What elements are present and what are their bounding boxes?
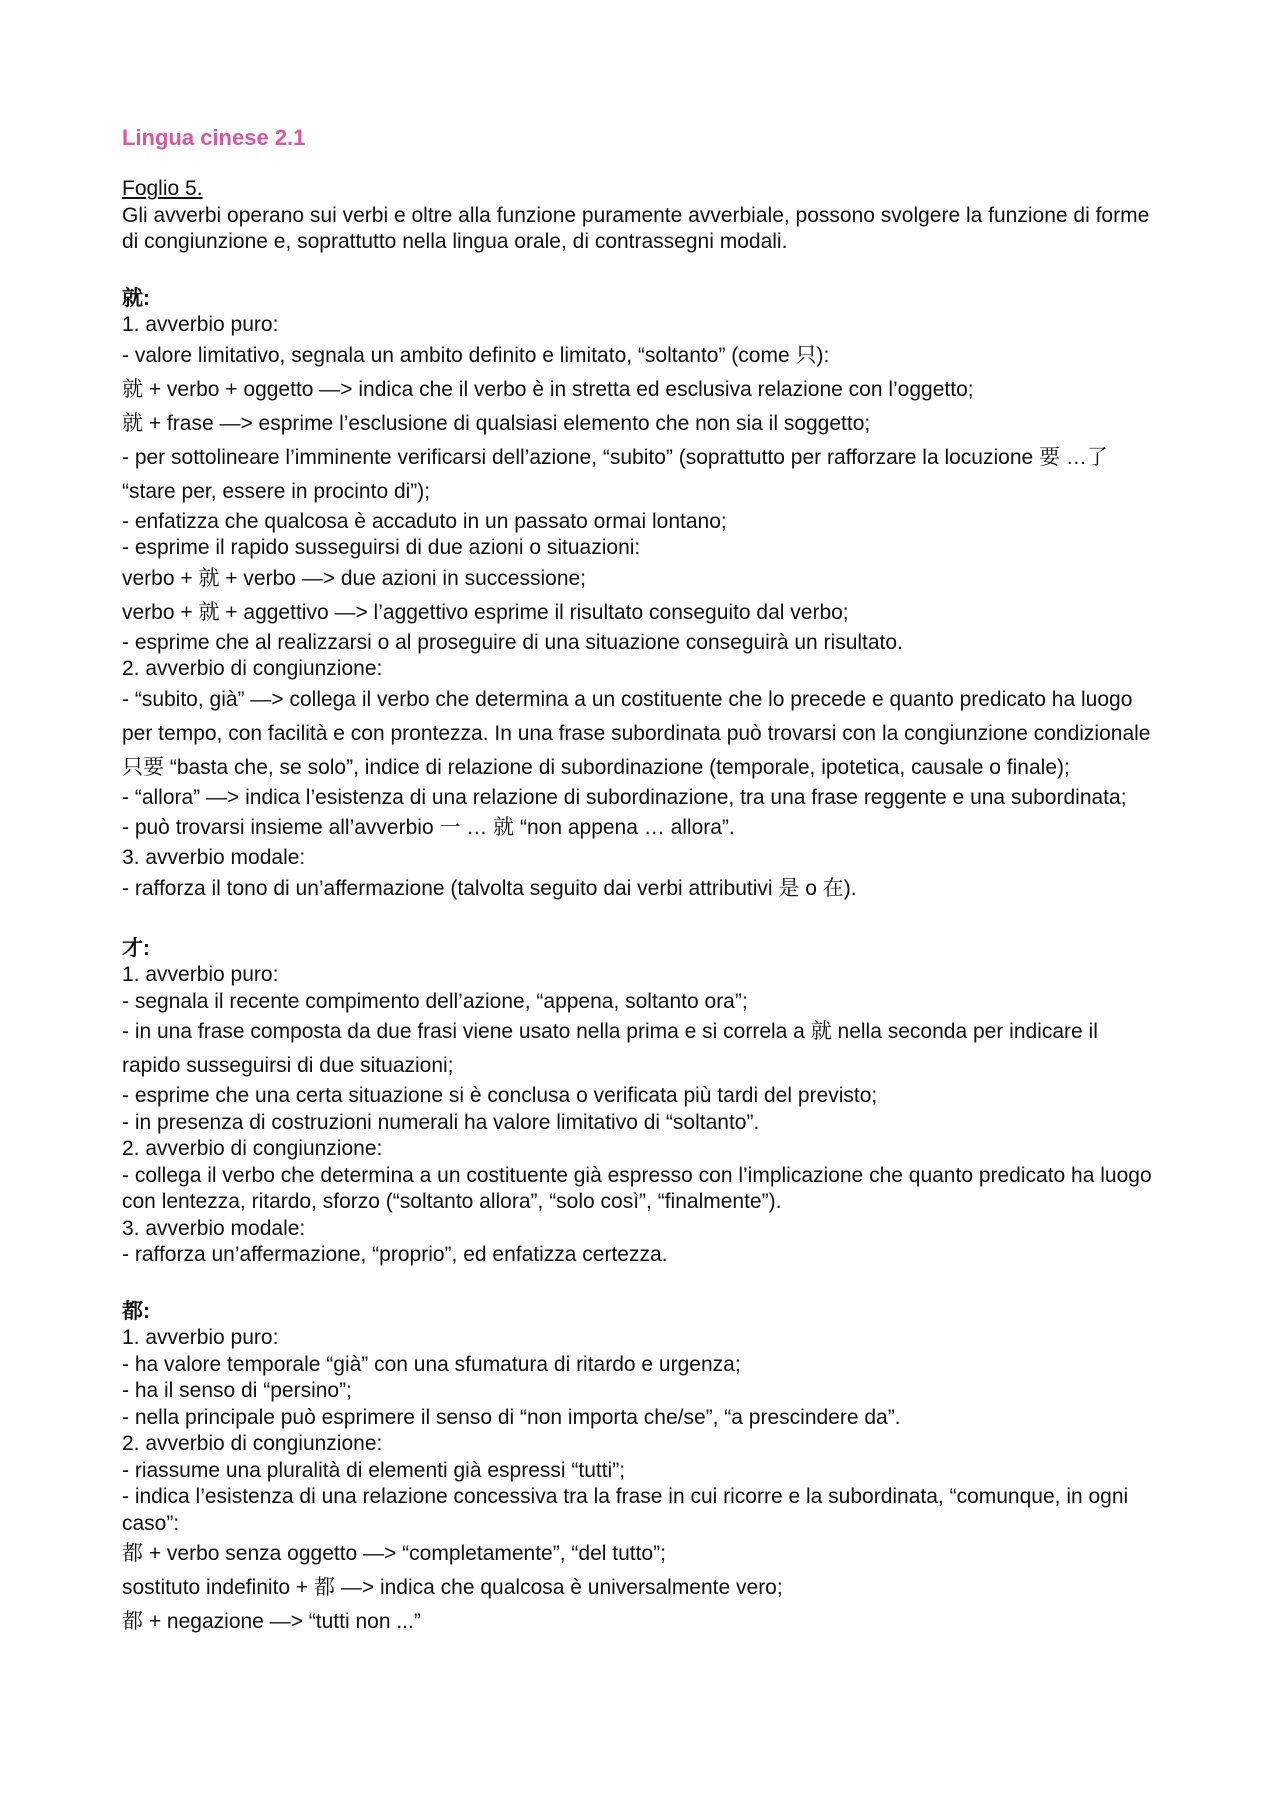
section-line: - ha valore temporale “già” con una sfumatura di ritardo e urgenza; <box>122 1352 741 1376</box>
adverb-section <box>122 1299 1162 1640</box>
section-line: - nella principale può esprimere il senso di “non importa che/se”, “a prescindere da”. <box>122 1405 901 1429</box>
section-heading: 就: <box>122 286 150 310</box>
intro-paragraph: Gli avverbi operano sui verbi e oltre alla funzione puramente avverbiale, possono svolgere la funzione di forme di congiunzione e, soprattutto nella lingua orale, di contrassegni modali. <box>122 203 1150 253</box>
section-line: - rafforza un’affermazione, “proprio”, ed enfatizza certezza. <box>122 1243 668 1266</box>
section-line: - per sottolineare l’imminente verificarsi dell’azione, “subito” (soprattutto per rafforzare la locuzione 要 …了 “stare per, essere in procinto di”); <box>122 445 1108 503</box>
section-line: - esprime che al realizzarsi o al proseguire di una situazione conseguirà un risultato. <box>122 630 903 654</box>
section-line: - esprime il rapido susseguirsi di due azioni o situazioni: <box>122 536 641 559</box>
section-heading: 都: <box>122 1299 150 1323</box>
section-line: verbo + 就 + aggettivo —> l’aggettivo esprime il risultato conseguito dal verbo; <box>122 600 849 624</box>
section-line: - ha il senso di “persino”; <box>122 1379 352 1402</box>
section-line: - segnala il recente compimento dell’azione, “appena, soltanto ora”; <box>122 989 748 1013</box>
section-line: - riassume una pluralità di elementi già espressi “tutti”; <box>122 1458 626 1482</box>
section-line: 就 + frase —> esprime l’esclusione di qualsiasi elemento che non sia il soggetto; <box>122 411 871 435</box>
section-line: - collega il verbo che determina a un costituente già espresso con l’implicazione che quanto predicato ha luogo con lentezza, ritardo, sforzo (“soltanto allora”, “solo così”, “finalmente”). <box>122 1163 1152 1213</box>
section-line: verbo + 就 + verbo —> due azioni in successione; <box>122 566 587 590</box>
section-heading: 才: <box>122 936 150 960</box>
section-line: - “allora” —> indica l’esistenza di una relazione di subordinazione, tra una frase reggente e una subordinata; <box>122 785 1127 809</box>
section-line: 1. avverbio puro: <box>122 313 279 336</box>
section-line: sostituto indefinito + 都 —> indica che qualcosa è universalmente vero; <box>122 1576 783 1599</box>
section-line: 2. avverbio di congiunzione: <box>122 657 383 680</box>
document-title: Lingua cinese 2.1 <box>122 125 306 150</box>
section-line: 都 + negazione —> “tutti non ...” <box>122 1610 421 1633</box>
document-page <box>122 124 1162 1669</box>
section-line: 都 + verbo senza oggetto —> “completamente”, “del tutto”; <box>122 1542 666 1565</box>
section-line: - rafforza il tono di un’affermazione (talvolta seguito dai verbi attributivi 是 o 在). <box>122 876 857 900</box>
section-line: 3. avverbio modale: <box>122 1216 306 1240</box>
section-line: - valore limitativo, segnala un ambito definito e limitato, “soltanto” (come 只): <box>122 343 830 367</box>
section-line: 1. avverbio puro: <box>122 963 279 986</box>
section-line: - può trovarsi insieme all’avverbio 一 … 就 “non appena … allora”. <box>122 816 735 839</box>
section-line: 1. avverbio puro: <box>122 1326 279 1349</box>
section-line: - indica l’esistenza di una relazione concessiva tra la frase in cui ricorre e la subordinata, “comunque, in ogni caso”: <box>122 1485 1129 1535</box>
section-line: - in presenza di costruzioni numerali ha valore limitativo di “soltanto”. <box>122 1110 760 1134</box>
sections-container <box>122 286 1162 1640</box>
adverb-section <box>122 286 1162 906</box>
section-line: - “subito, già” —> collega il verbo che determina a un costituente che lo precede e quanto predicato ha luogo per tempo, con facilità e con prontezza. In una frase subordinata può trovarsi con la congiunzione condizionale 只要 “basta che, se solo”, indice di relazione di subordinazione (temporale, ipotetica, causale o finale); <box>122 687 1151 779</box>
section-line: - enfatizza che qualcosa è accaduto in un passato ormai lontano; <box>122 509 727 533</box>
section-line: 就 + verbo + oggetto —> indica che il verbo è in stretta ed esclusiva relazione con l’oggetto; <box>122 377 974 401</box>
adverb-section <box>122 936 1162 1269</box>
section-line: - esprime che una certa situazione si è conclusa o verificata più tardi del previsto; <box>122 1084 878 1107</box>
section-line: 2. avverbio di congiunzione: <box>122 1432 383 1455</box>
sheet-number: Foglio 5. <box>122 177 203 200</box>
section-line: 2. avverbio di congiunzione: <box>122 1137 383 1160</box>
section-line: 3. avverbio modale: <box>122 846 306 869</box>
section-line: - in una frase composta da due frasi viene usato nella prima e si correla a 就 nella seconda per indicare il rapido susseguirsi di due situazioni; <box>122 1020 1098 1077</box>
